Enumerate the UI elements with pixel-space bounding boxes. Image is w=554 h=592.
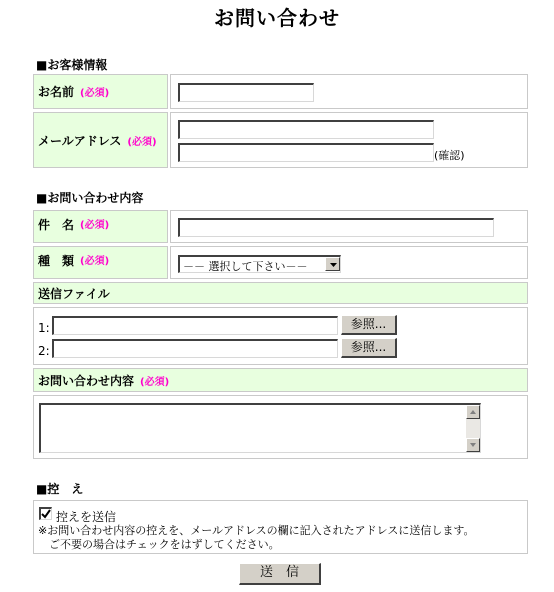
type-select-value: －－ 選択して下さい－－ <box>183 260 308 273</box>
file-label-cell <box>33 282 528 304</box>
scroll-up-icon[interactable] <box>466 405 480 419</box>
content-field-cell <box>33 395 528 459</box>
section-heading-inquiry: ■お問い合わせ内容 <box>36 191 144 205</box>
required-badge: (必須) <box>80 220 110 231</box>
type-label-cell <box>33 246 168 279</box>
required-badge: (必須) <box>80 256 110 267</box>
email-label-cell <box>33 112 168 168</box>
file2-label: 2: <box>38 344 50 358</box>
browse-button-1[interactable]: 参照... <box>341 315 397 335</box>
email-confirm-input[interactable] <box>178 143 434 162</box>
file2-input[interactable] <box>52 339 338 358</box>
copy-note-2: ご不要の場合はチェックをはずしてください。 <box>38 538 280 551</box>
name-input[interactable] <box>178 83 314 102</box>
name-label-cell <box>33 74 168 109</box>
section-heading-customer: ■お客様情報 <box>36 58 108 72</box>
submit-button[interactable]: 送 信 <box>239 563 321 585</box>
type-field-cell <box>170 246 528 279</box>
subject-input[interactable] <box>178 218 494 237</box>
file1-input[interactable] <box>52 316 338 335</box>
copy-checkbox[interactable] <box>39 507 52 520</box>
confirm-label: (確認) <box>434 149 465 162</box>
type-select[interactable] <box>178 255 341 273</box>
required-badge: (必須) <box>80 88 110 99</box>
email-field-cell <box>170 112 528 168</box>
file-label: 送信ファイル <box>38 286 110 301</box>
chevron-down-icon[interactable] <box>325 257 340 271</box>
name-label: お名前 <box>38 85 75 99</box>
content-label-cell <box>33 368 528 392</box>
required-badge: (必須) <box>140 376 170 388</box>
required-badge: (必須) <box>127 136 157 148</box>
textarea-scrollbar[interactable] <box>466 405 480 452</box>
section-heading-copy: ■控 え <box>36 482 84 496</box>
email-input[interactable] <box>178 120 434 139</box>
check-icon <box>42 510 50 517</box>
content-textarea[interactable] <box>39 403 481 453</box>
type-label: 種 類 <box>38 254 75 268</box>
browse-button-2[interactable]: 参照... <box>341 338 397 358</box>
email-label: メールアドレス <box>38 133 122 148</box>
file-field-cell <box>33 307 528 365</box>
name-field-cell <box>170 74 528 109</box>
copy-field-cell <box>33 500 528 554</box>
subject-label: 件 名 <box>38 218 75 232</box>
scroll-down-icon[interactable] <box>466 438 480 452</box>
file1-label: 1: <box>38 321 50 335</box>
subject-field-cell <box>170 210 528 243</box>
copy-checkbox-label: 控えを送信 <box>56 510 117 524</box>
content-label: お問い合わせ内容 <box>38 373 135 388</box>
subject-label-cell <box>33 210 168 243</box>
copy-note-1: ※お問い合わせ内容の控えを、メールアドレスの欄に記入されたアドレスに送信します。 <box>38 524 475 537</box>
page-title: お問い合わせ <box>214 6 340 30</box>
